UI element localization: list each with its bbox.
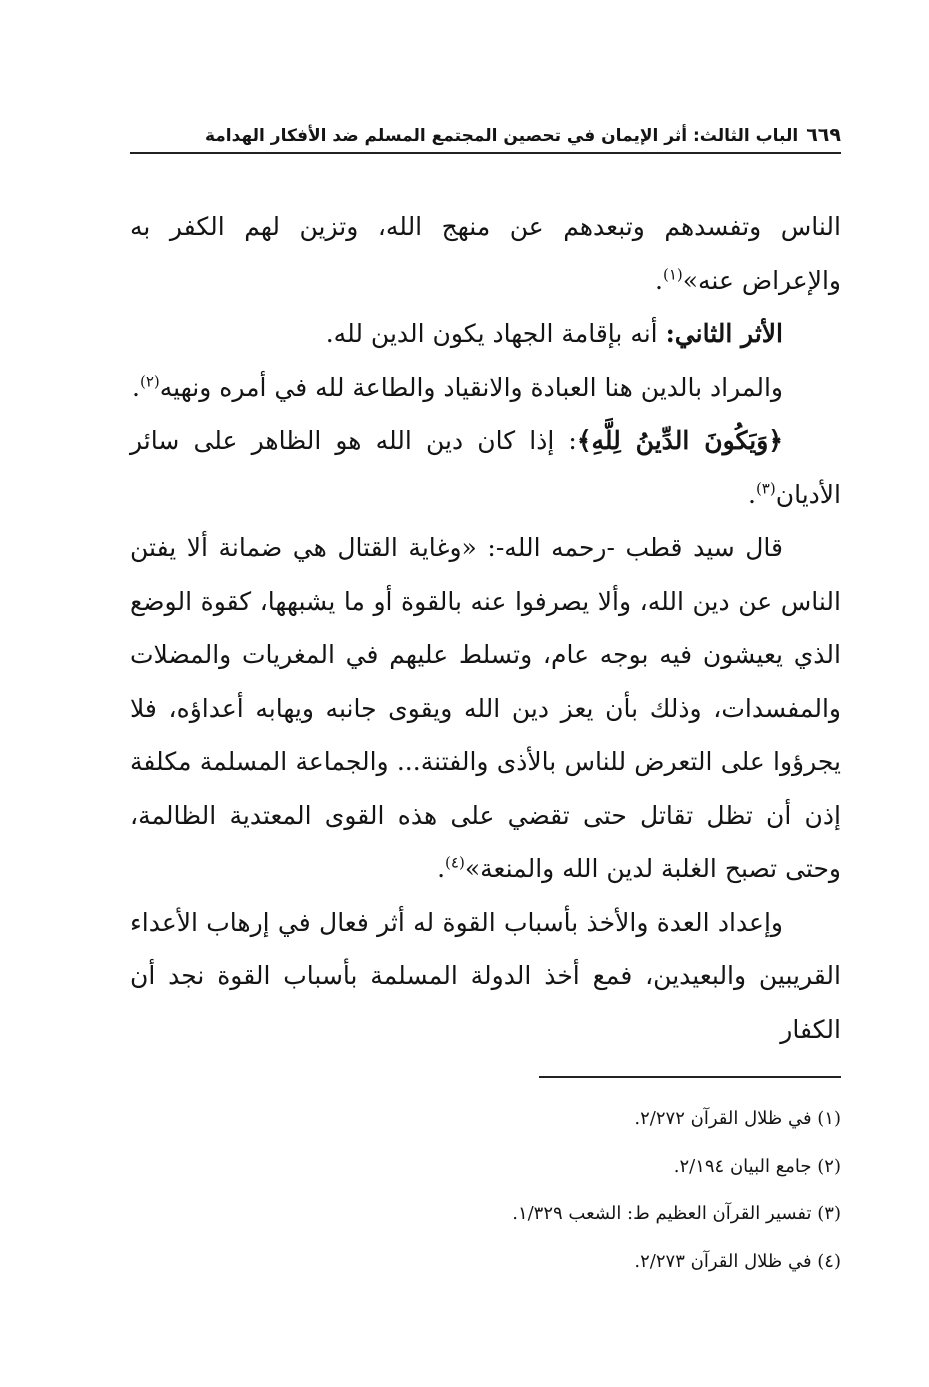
footnotes <box>130 1095 841 1285</box>
paragraph-1-text: الناس وتفسدهم وتبعدهم عن منهج الله، وتزين لهم الكفر به والإعراض عنه» <box>130 212 841 295</box>
quran-verse: ﴿وَيَكُونَ الدِّينُ لِلَّهِ﴾ <box>576 426 783 455</box>
footnote-divider <box>539 1076 841 1078</box>
paragraph-2 <box>130 307 841 361</box>
paragraph-4-text: : إذا كان دين الله هو الظاهر على سائر الأديان <box>130 426 841 509</box>
paragraph-3: والمراد بالدين هنا العبادة والانقياد والطاعة لله في أمره ونهيه$^{(٢)}$. <box>132 372 783 402</box>
paragraph-1: الناس وتفسدهم وتبعدهم عن منهج الله، وتزين لهم الكفر به والإعراض عنه»$^{(١)}$. <box>130 212 841 295</box>
page-number: ٦٦٩ <box>806 124 841 146</box>
paragraph-3-text: والمراد بالدين هنا العبادة والانقياد والطاعة لله في أمره ونهيه <box>159 372 783 402</box>
footnote-ref-1: (١) <box>662 265 683 284</box>
section-heading-second-effect: الأثر الثاني: <box>665 319 783 348</box>
paragraph-4: ﴿وَيَكُونَ الدِّينُ لِلَّهِ﴾: إذا كان دين الله هو الظاهر على سائر الأديان$^{(٣)}$. <box>130 426 841 509</box>
footnote-4: (٤) في ظلال القرآن ٢/٢٧٣. <box>634 1250 841 1272</box>
footnote-ref-2: (٢) <box>140 372 160 391</box>
paragraph-6-text: وإعداد العدة والأخذ بأسباب القوة له أثر فعال في إرهاب الأعداء القريبين والبعيدين، فمع أخذ الدولة المسلمة بأسباب القوة نجد أن الكفار <box>130 907 841 1044</box>
paragraph-5: قال سيد قطب -رحمه الله-: «وغاية القتال هي ضمانة ألا يفتن الناس عن دين الله، وألا يصرفوا عنه بالقوة أو ما يشبهها، كقوة الوضع الذي يعيشون فيه بوجه عام، وتسلط عليهم في المغريات والمضلات والمفسدات، وذلك بأن يعز دين الله ويقوى جانبه ويهابه أعداؤه، فلا يجرؤوا على التعرض للناس بالأذى والفتنة... والجماعة المسلمة مكلفة إذن أن تظل تقاتل حتى تقضي على هذه القوى المعتدية الظالمة، وحتى تصبح الغلبة لدين الله والمنعة»$^{(٤)}$. <box>130 533 841 883</box>
running-title: الباب الثالث: أثر الإيمان في تحصين المجتمع المسلم ضد الأفكار الهدامة <box>204 126 799 146</box>
paragraph-2-text: أنه بإقامة الجهاد يكون الدين لله. <box>325 319 666 348</box>
paragraph-6 <box>130 896 841 1057</box>
footnote-1: (١) في ظلال القرآن ٢/٢٧٢. <box>634 1108 841 1129</box>
paragraph-5-text: قال سيد قطب -رحمه الله-: «وغاية القتال هي ضمانة ألا يفتن الناس عن دين الله، وألا يصرفوا عنه بالقوة أو ما يشبهها، كقوة الوضع الذي يعيشون فيه بوجه عام، وتسلط عليهم في المغريات والمضلات والمفسدات، وذلك بأن يعز دين الله ويقوى جانبه ويهابه أعداؤه، فلا يجرؤوا على التعرض للناس بالأذى والفتنة... والجماعة المسلمة مكلفة إذن أن تظل تقاتل حتى تقضي على هذه القوى المعتدية الظالمة، وحتى تصبح الغلبة لدين الله والمنعة» <box>130 533 841 883</box>
footnote-ref-3: (٣) <box>755 479 776 498</box>
footnote-2: (٢) جامع البيان ٢/١٩٤. <box>673 1155 841 1177</box>
footnote-3: (٣) تفسير القرآن العظيم ط: الشعب ١/٣٢٩. <box>512 1203 841 1224</box>
footnote-ref-4: (٤) <box>445 853 465 872</box>
page-header <box>130 118 841 154</box>
main-text <box>130 200 841 1056</box>
